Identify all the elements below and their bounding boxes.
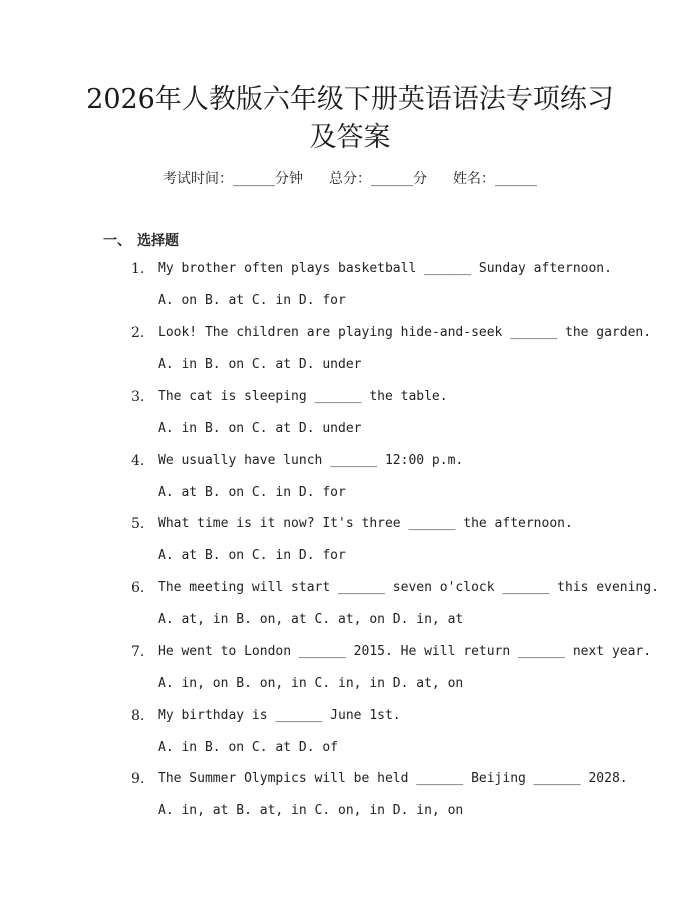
question-text: What time is it now? It's three ______ the afternoon. bbox=[158, 516, 573, 531]
question-9 bbox=[131, 770, 628, 788]
question-5-options: A. at B. on C. in D. for bbox=[158, 548, 346, 563]
score-blank: ______ bbox=[371, 171, 413, 187]
question-text: We usually have lunch ______ 12:00 p.m. bbox=[158, 453, 464, 468]
question-4-options: A. at B. on C. in D. for bbox=[158, 485, 346, 500]
question-number: 8. bbox=[131, 708, 145, 724]
question-number: 5. bbox=[131, 516, 145, 532]
question-number: 3. bbox=[131, 389, 145, 405]
question-1-options: A. on B. at C. in D. for bbox=[158, 293, 346, 308]
score-label: 总分： bbox=[329, 171, 371, 187]
name-label: 姓名： bbox=[453, 171, 495, 187]
question-3 bbox=[131, 388, 448, 406]
exam-meta bbox=[0, 168, 700, 188]
question-5 bbox=[131, 515, 573, 533]
question-1 bbox=[131, 260, 612, 278]
time-blank: ______ bbox=[233, 171, 275, 187]
question-text: The meeting will start ______ seven o'clock ______ this evening. bbox=[158, 580, 659, 595]
question-6-options: A. at, in B. on, at C. at, on D. in, at bbox=[158, 612, 464, 627]
question-text: My birthday is ______ June 1st. bbox=[158, 708, 401, 723]
question-number: 1. bbox=[131, 261, 145, 277]
name-blank: ______ bbox=[495, 171, 537, 187]
question-text: He went to London ______ 2015. He will return ______ next year. bbox=[158, 644, 652, 659]
question-text: Look! The children are playing hide-and-seek ______ the garden. bbox=[158, 325, 652, 340]
question-7 bbox=[131, 643, 652, 661]
time-label: 考试时间： bbox=[163, 171, 233, 187]
question-6 bbox=[131, 579, 659, 597]
question-7-options: A. in, on B. on, in C. in, in D. at, on bbox=[158, 676, 464, 691]
page-title-line-2: 及答案 bbox=[309, 122, 391, 153]
question-2 bbox=[131, 324, 652, 342]
page-title-line-1: 2026年人教版六年级下册英语语法专项练习 bbox=[86, 84, 614, 115]
question-number: 6. bbox=[131, 580, 145, 596]
score-unit: 分 bbox=[413, 171, 427, 187]
question-text: The Summer Olympics will be held ______ Beijing ______ 2028. bbox=[158, 771, 628, 786]
question-number: 9. bbox=[131, 771, 145, 787]
question-8-options: A. in B. on C. at D. of bbox=[158, 740, 339, 755]
time-unit: 分钟 bbox=[275, 171, 303, 187]
question-number: 7. bbox=[131, 644, 145, 660]
section-title: 选择题 bbox=[137, 233, 179, 249]
section-number: 一、 bbox=[103, 233, 131, 249]
question-3-options: A. in B. on C. at D. under bbox=[158, 421, 362, 436]
question-number: 4. bbox=[131, 453, 145, 469]
section-heading bbox=[103, 230, 179, 250]
question-number: 2. bbox=[131, 325, 145, 341]
question-4 bbox=[131, 452, 464, 470]
question-text: The cat is sleeping ______ the table. bbox=[158, 389, 448, 404]
question-8 bbox=[131, 707, 401, 725]
question-2-options: A. in B. on C. at D. under bbox=[158, 357, 362, 372]
question-text: My brother often plays basketball ______ Sunday afternoon. bbox=[158, 261, 612, 276]
question-9-options: A. in, at B. at, in C. on, in D. in, on bbox=[158, 803, 464, 818]
